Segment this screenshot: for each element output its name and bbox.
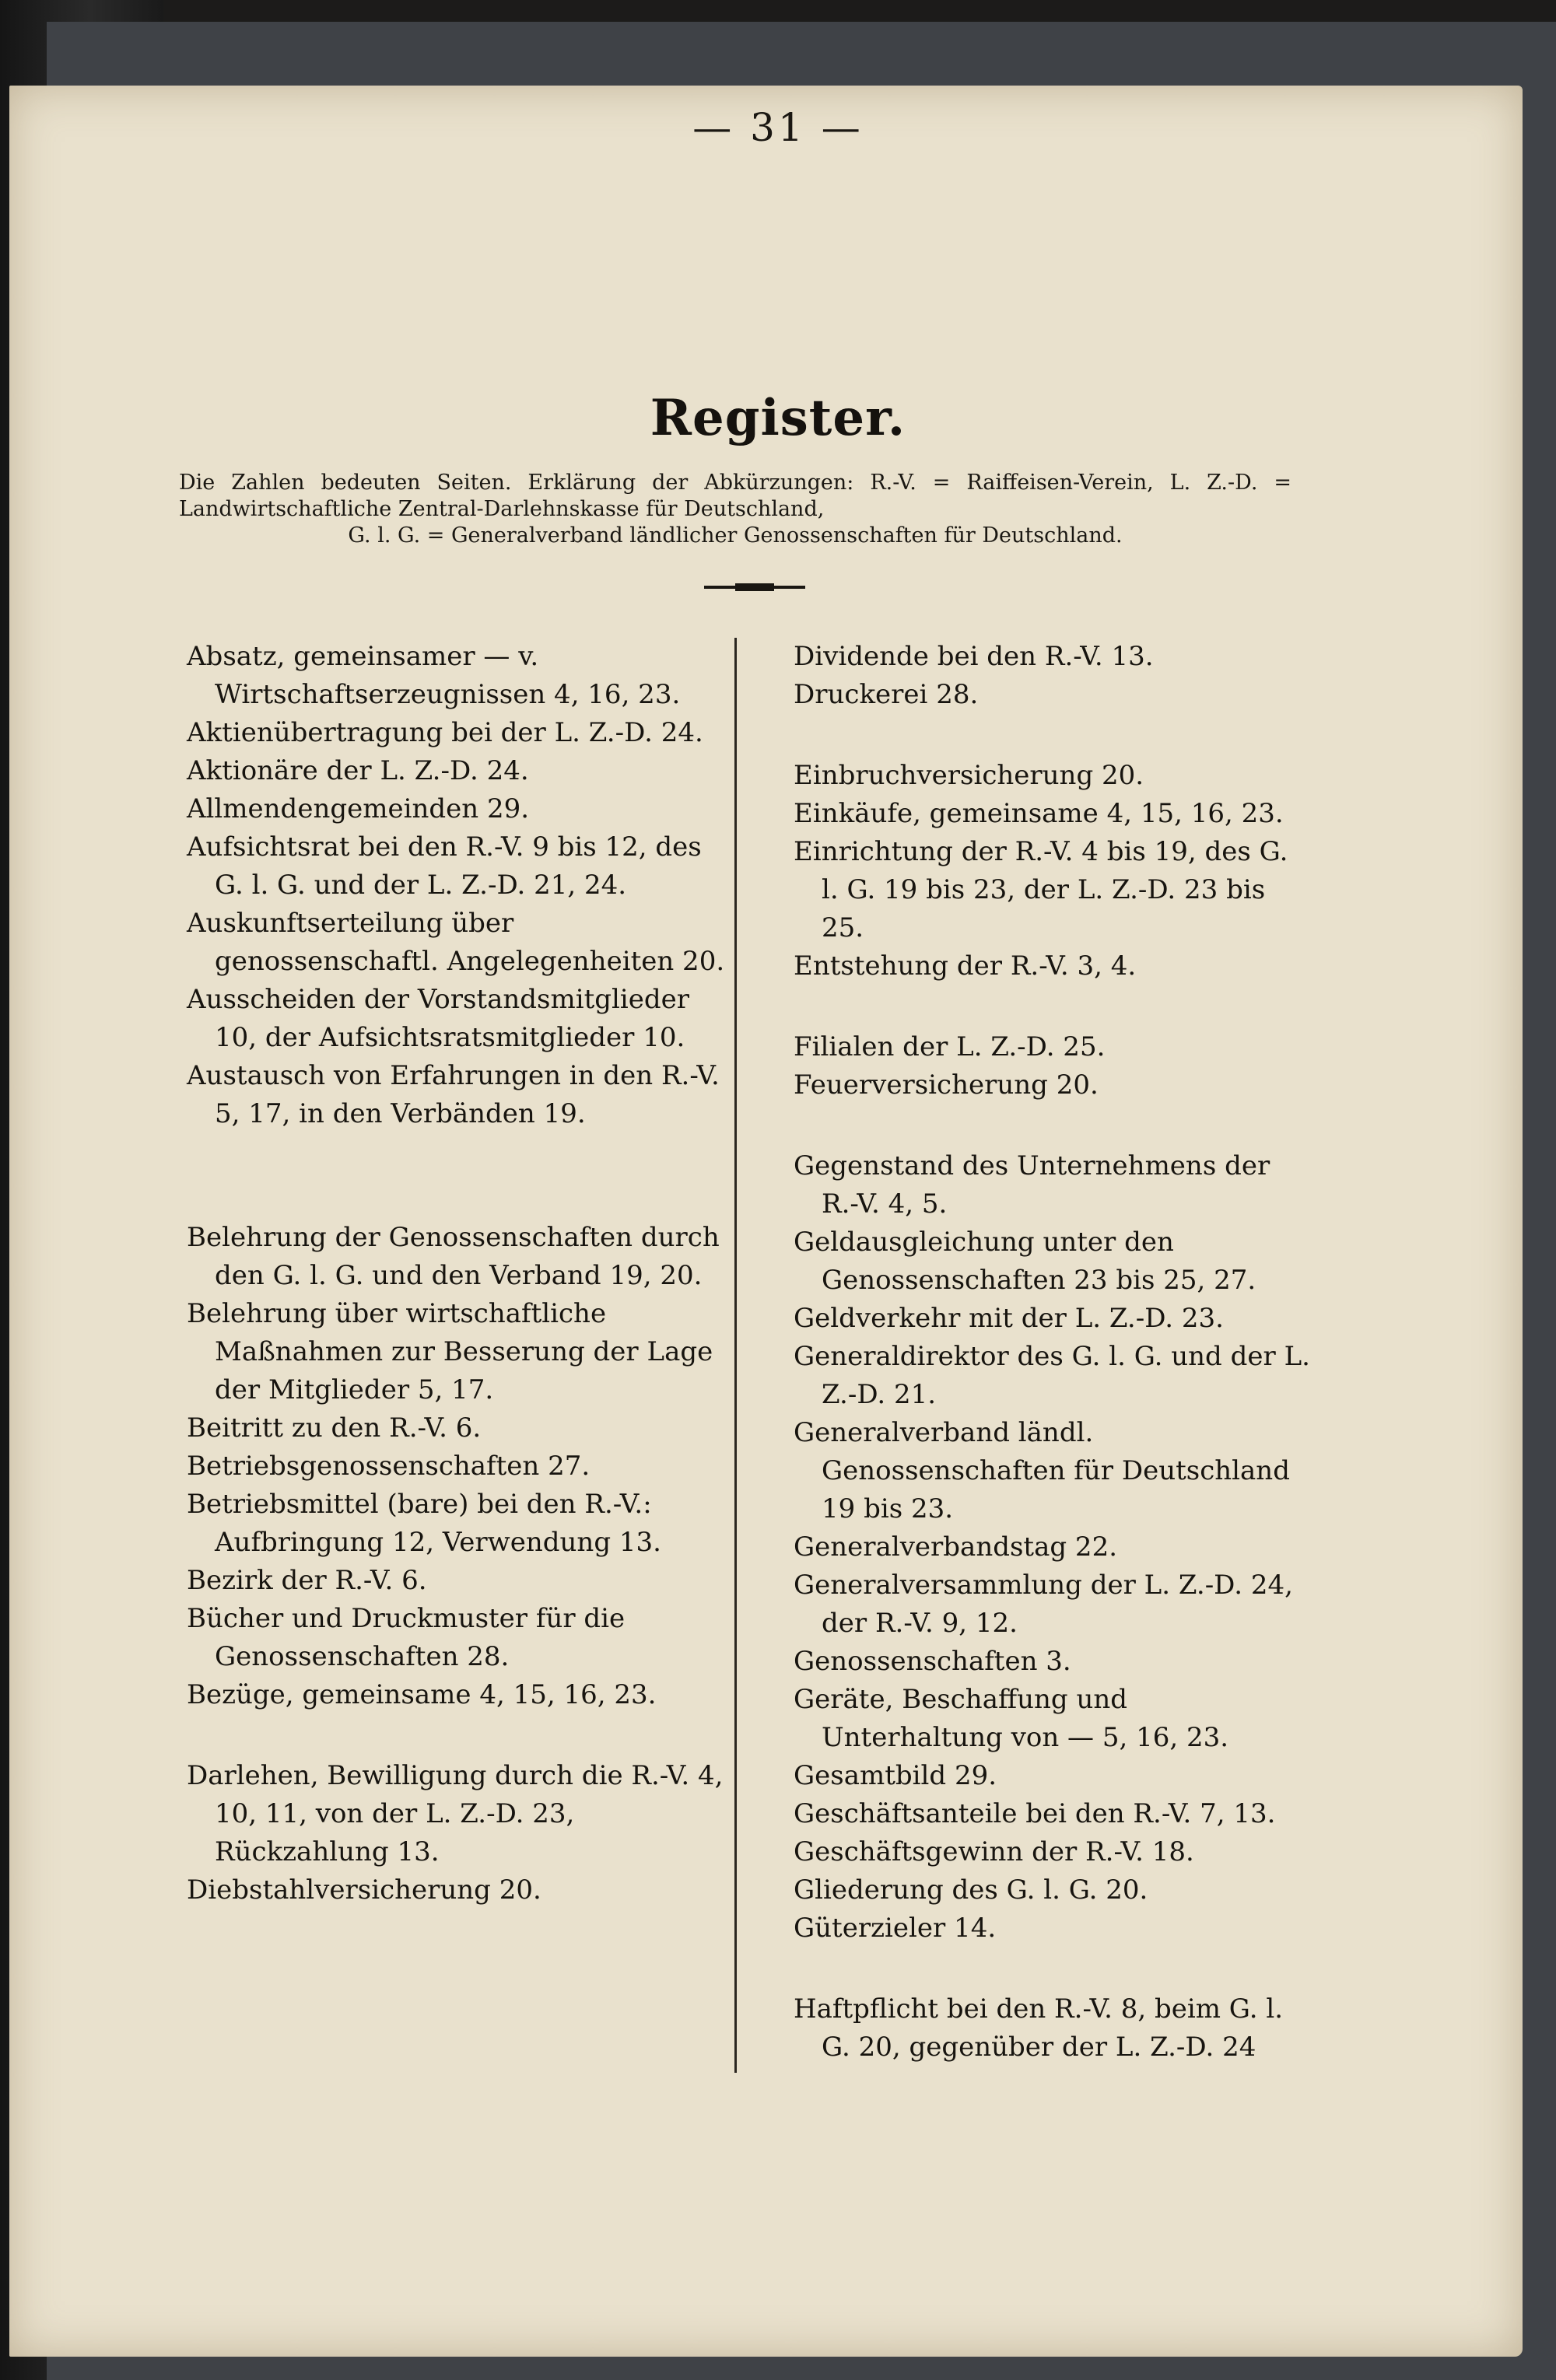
register-entry: Dividende bei den R.-V. 13.	[794, 641, 1154, 672]
register-entry: Generaldirektor des G. l. G. und der L. Z.-D. 21.	[794, 1341, 1310, 1410]
register-entry: Absatz, gemeinsamer — v. Wirtschaftserzeugnissen 4, 16, 23.	[187, 641, 681, 710]
register-entry: Entstehung der R.-V. 3, 4.	[794, 950, 1137, 982]
register-entry: Aktionäre der L. Z.-D. 24.	[187, 755, 529, 786]
abbreviation-note-text: Die Zahlen bedeuten Seiten. Erklärung der Abkürzungen: R.-V. = Raiffeisen-Verein, L. Z.-D. = Landwirtschaftliche Zentral-Darlehnskasse für Deutschland,	[179, 471, 1291, 521]
register-entry: Geldverkehr mit der L. Z.-D. 23.	[794, 1303, 1224, 1334]
register-entry: Diebstahlversicherung 20.	[187, 1874, 541, 1906]
register-entry: Bücher und Druckmuster für die Genossenschaften 28.	[187, 1603, 626, 1672]
register-entry: Beitritt zu den R.-V. 6.	[187, 1412, 482, 1444]
register-entry: Geldausgleichung unter den Genossenschaften 23 bis 25, 27.	[794, 1227, 1256, 1296]
register-entry: Güterzieler 14.	[794, 1913, 997, 1944]
register-entry: Betriebsmittel (bare) bei den R.-V.: Aufbringung 12, Verwendung 13.	[187, 1489, 661, 1558]
register-entry: Allmendengemeinden 29.	[187, 793, 530, 824]
register-entry: Aktienübertragung bei der L. Z.-D. 24.	[187, 717, 703, 748]
register-entry: Haftpflicht bei den R.-V. 8, beim G. l. G. 20, gegenüber der L. Z.-D. 24	[794, 1993, 1283, 2063]
register-entry: Feuerversicherung 20.	[794, 1069, 1099, 1101]
abbreviation-note-tail: G. l. G. = Generalverband ländlicher Genossenschaften für Deutschland.	[348, 523, 1123, 548]
register-column-right	[794, 638, 1311, 2067]
register-entry: Belehrung über wirtschaftliche Maßnahmen zur Besserung der Lage der Mitglieder 5, 17.	[187, 1298, 713, 1405]
column-divider	[734, 638, 737, 2073]
register-entry: Genossenschaften 3.	[794, 1646, 1071, 1677]
register-entry: Gliederung des G. l. G. 20.	[794, 1874, 1148, 1906]
register-entry: Bezirk der R.-V. 6.	[187, 1565, 427, 1596]
register-entry: Aufsichtsrat bei den R.-V. 9 bis 12, des G. l. G. und der L. Z.-D. 21, 24.	[187, 831, 702, 901]
register-entry: Einbruchversicherung 20.	[794, 760, 1144, 791]
register-entry: Einrichtung der R.-V. 4 bis 19, des G. l. G. 19 bis 23, der L. Z.-D. 23 bis 25.	[794, 836, 1288, 943]
register-entry: Betriebsgenossenschaften 27.	[187, 1451, 591, 1482]
register-entry: Einkäufe, gemeinsame 4, 15, 16, 23.	[794, 798, 1284, 829]
page-number: — 31 —	[692, 105, 864, 150]
register-entry: Gesamtbild 29.	[794, 1760, 997, 1791]
register-entry: Austausch von Erfahrungen in den R.-V. 5, 17, in den Verbänden 19.	[187, 1060, 720, 1129]
register-entry: Geräte, Beschaffung und Unterhaltung von — 5, 16, 23.	[794, 1684, 1229, 1753]
register-entry: Generalverbandstag 22.	[794, 1531, 1118, 1563]
register-column-left	[187, 638, 731, 1909]
register-entry: Belehrung der Genossenschaften durch den G. l. G. und den Verband 19, 20.	[187, 1222, 720, 1291]
register-entry: Generalverband ländl. Genossenschaften für Deutschland 19 bis 23.	[794, 1417, 1290, 1524]
register-entry: Filialen der L. Z.-D. 25.	[794, 1031, 1106, 1062]
register-entry: Auskunftserteilung über genossenschaftl. Angelegenheiten 20.	[187, 908, 725, 977]
register-entry: Generalversammlung der L. Z.-D. 24, der R.-V. 9, 12.	[794, 1570, 1293, 1639]
register-entry: Bezüge, gemeinsame 4, 15, 16, 23.	[187, 1679, 657, 1710]
register-entry: Gegenstand des Unternehmens der R.-V. 4, 5.	[794, 1150, 1270, 1220]
register-entry: Ausscheiden der Vorstandsmitglieder 10, der Aufsichtsratsmitglieder 10.	[187, 984, 690, 1053]
register-entry: Darlehen, Bewilligung durch die R.-V. 4, 10, 11, von der L. Z.-D. 23, Rückzahlung 13.	[187, 1760, 724, 1867]
register-entry: Geschäftsgewinn der R.-V. 18.	[794, 1836, 1194, 1867]
ornament-divider	[704, 586, 805, 589]
register-entry: Druckerei 28.	[794, 679, 979, 710]
register-entry: Geschäftsanteile bei den R.-V. 7, 13.	[794, 1798, 1276, 1829]
abbreviation-note	[179, 470, 1291, 549]
page-title: Register.	[650, 389, 906, 447]
